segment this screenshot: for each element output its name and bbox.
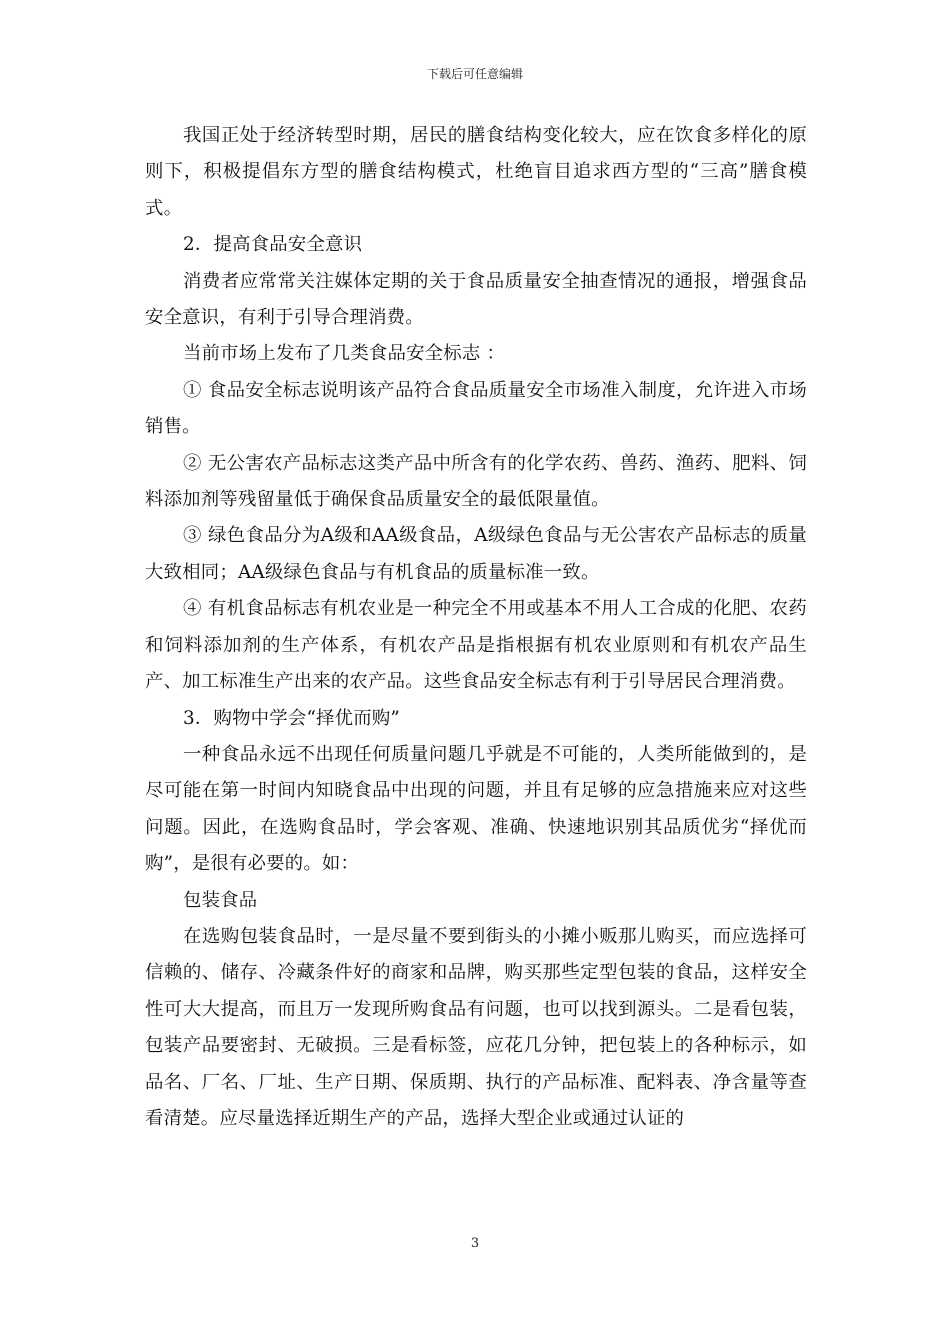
document-body xyxy=(145,118,807,1137)
page-number: 3 xyxy=(470,1236,480,1251)
paragraph-diet-structure: 我国正处于经济转型时期，居民的膳食结构变化较大，应在饮食多样化的原则下，积极提倡东方型的膳食结构模式，杜绝盲目追求西方型的“三高”膳食模式。 xyxy=(145,125,807,219)
subheading-packaged-food: 包装食品 xyxy=(183,889,258,911)
list-item-food-safety-label: ① 食品安全标志说明该产品符合食品质量安全市场准入制度，允许进入市场销售。 xyxy=(145,379,807,438)
list-item-green-food-label: ③ 绿色食品分为A级和AA级食品，A级绿色食品与无公害农产品标志的质量大致相同；AA级绿色食品与有机食品的质量标准一致。 xyxy=(145,525,807,583)
section-heading-food-safety-awareness: 2．提高食品安全意识 xyxy=(183,234,363,256)
list-item-pollution-free-label: ② 无公害农产品标志这类产品中所含有的化学农药、兽药、渔药、肥料、饲料添加剂等残留量低于确保食品质量安全的最低限量值。 xyxy=(145,452,807,511)
page-header: 下载后可任意编辑 xyxy=(426,67,523,81)
paragraph-consumer-awareness: 消费者应常常关注媒体定期的关于食品质量安全抽查情况的通报，增强食品安全意识，有利于引导合理消费。 xyxy=(145,270,807,329)
list-item-organic-food-label: ④ 有机食品标志有机农业是一种完全不用或基本不用人工合成的化肥、农药和饲料添加剂的生产体系，有机农产品是指根据有机农业原则和有机农产品生产、加工标准生产出来的农产品。这些食品安全标志有利于引导居民合理消费。 xyxy=(145,598,807,693)
section-heading-choose-best: 3．购物中学会“择优而购” xyxy=(183,707,401,729)
paragraph-quality-problems: 一种食品永远不出现任何质量问题几乎就是不可能的，人类所能做到的，是尽可能在第一时间内知晓食品中出现的问题，并且有足够的应急措施来应对这些问题。因此，在选购食品时，学会客观、准确、快速地识别其品质优劣“择优而购”，是很有必要的。如： xyxy=(145,743,807,875)
paragraph-packaged-food-tips: 在选购包装食品时，一是尽量不要到街头的小摊小贩那儿购买，而应选择可信赖的、储存、冷藏条件好的商家和品牌，购买那些定型包装的食品，这样安全性可大大提高，而且万一发现所购食品有问题，也可以找到源头。二是看包装，包装产品要密封、无破损。三是看标签，应花几分钟，把包装上的各种标示，如品名、厂名、厂址、生产日期、保质期、执行的产品标准、配料表、净含量等查看清楚。应尽量选择近期生产的产品，选择大型企业或通过认证的 xyxy=(145,925,807,1129)
paragraph-safety-labels-intro: 当前市场上发布了几类食品安全标志 ： xyxy=(183,343,506,365)
